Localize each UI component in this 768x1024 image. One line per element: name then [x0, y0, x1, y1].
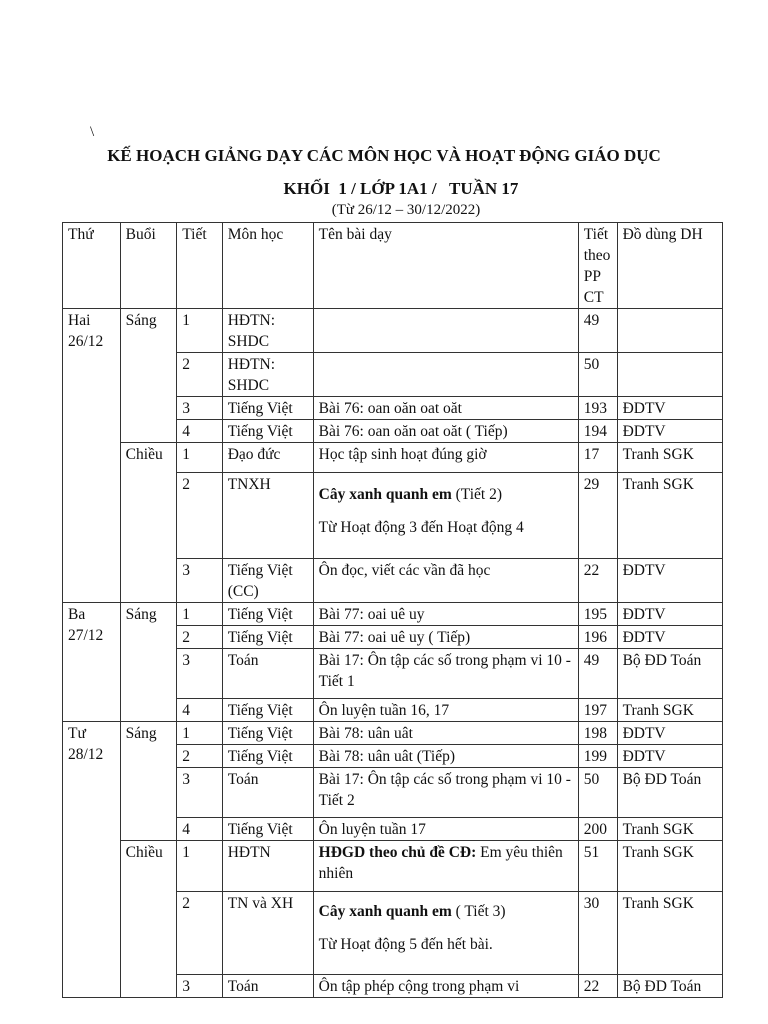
column-header: Tiết theo PP CT: [578, 223, 617, 309]
day-cell: Hai 26/12: [63, 309, 121, 603]
ppct-cell: 195: [578, 603, 617, 626]
subject-cell: Toán: [222, 649, 313, 699]
lesson-cell: Bài 76: oan oăn oat oăt: [313, 397, 578, 420]
period-cell: 4: [177, 818, 222, 841]
teaching-plan-table: [62, 222, 723, 998]
period-cell: 3: [177, 559, 222, 603]
ppct-cell: 51: [578, 841, 617, 892]
day-cell: Tư 28/12: [63, 722, 121, 998]
ppct-cell: 198: [578, 722, 617, 745]
period-cell: 2: [177, 626, 222, 649]
materials-cell: Tranh SGK: [617, 443, 722, 473]
subject-cell: Toán: [222, 768, 313, 818]
materials-cell: Tranh SGK: [617, 818, 722, 841]
lesson-cell: Bài 78: uân uât (Tiếp): [313, 745, 578, 768]
ppct-cell: 194: [578, 420, 617, 443]
lesson-cell: Bài 17: Ôn tập các số trong phạm vi 10 - Tiết 1: [313, 649, 578, 699]
ppct-cell: 29: [578, 473, 617, 559]
column-header: Tiết: [177, 223, 222, 309]
column-header: Môn học: [222, 223, 313, 309]
subject-cell: TNXH: [222, 473, 313, 559]
materials-cell: [617, 309, 722, 353]
ppct-cell: 17: [578, 443, 617, 473]
period-cell: 2: [177, 892, 222, 975]
subject-cell: Tiếng Việt: [222, 626, 313, 649]
lesson-cell: Bài 77: oai uê uy ( Tiếp): [313, 626, 578, 649]
column-header: Đồ dùng DH: [617, 223, 722, 309]
lesson-cell: Ôn tập phép cộng trong phạm vi: [313, 975, 578, 998]
lesson-detail: Từ Hoạt động 3 đến Hoạt động 4: [318, 519, 524, 536]
materials-cell: ĐDTV: [617, 397, 722, 420]
subject-cell: Đạo đức: [222, 443, 313, 473]
session-cell: Chiều: [120, 841, 177, 998]
table-row: [63, 722, 723, 745]
materials-cell: Bộ ĐD Toán: [617, 768, 722, 818]
lesson-cell: Bài 77: oai uê uy: [313, 603, 578, 626]
lesson-cell: [313, 892, 578, 975]
materials-cell: Tranh SGK: [617, 892, 722, 975]
lesson-part: (Tiết 2): [451, 486, 502, 503]
table-row: [63, 309, 723, 353]
subject-cell: Tiếng Việt: [222, 603, 313, 626]
document-title: KẾ HOẠCH GIẢNG DẠY CÁC MÔN HỌC VÀ HOẠT ĐỘNG GIÁO DỤC: [107, 146, 661, 165]
subject-cell: Tiếng Việt (CC): [222, 559, 313, 603]
subject-cell: HĐTN: SHDC: [222, 353, 313, 397]
period-cell: 2: [177, 473, 222, 559]
subject-cell: Tiếng Việt: [222, 420, 313, 443]
column-header: Tên bài dạy: [313, 223, 578, 309]
subject-cell: Tiếng Việt: [222, 745, 313, 768]
subject-cell: Tiếng Việt: [222, 699, 313, 722]
materials-cell: ĐDTV: [617, 626, 722, 649]
lesson-cell: Ôn luyện tuần 16, 17: [313, 699, 578, 722]
ppct-cell: 50: [578, 768, 617, 818]
ppct-cell: 22: [578, 975, 617, 998]
lesson-detail: Từ Hoạt động 5 đến hết bài.: [318, 936, 493, 953]
lesson-cell: [313, 841, 578, 892]
lesson-cell: Bài 17: Ôn tập các số trong phạm vi 10 - Tiết 2: [313, 768, 578, 818]
period-cell: 2: [177, 353, 222, 397]
materials-cell: ĐDTV: [617, 603, 722, 626]
column-header: Thứ: [63, 223, 121, 309]
ppct-cell: 49: [578, 309, 617, 353]
lesson-title: HĐGD theo chủ đề CĐ:: [318, 844, 477, 861]
subject-cell: HĐTN: [222, 841, 313, 892]
period-cell: 1: [177, 841, 222, 892]
lesson-part: Em yêu thiên nhiên: [318, 844, 563, 882]
lesson-title: Cây xanh quanh em: [318, 903, 452, 920]
materials-cell: Tranh SGK: [617, 473, 722, 559]
ppct-cell: 49: [578, 649, 617, 699]
lesson-cell: Bài 78: uân uât: [313, 722, 578, 745]
lesson-cell: [313, 473, 578, 559]
ppct-cell: 197: [578, 699, 617, 722]
lesson-part: ( Tiết 3): [451, 903, 506, 920]
column-header: Buổi: [120, 223, 177, 309]
session-cell: Sáng: [120, 309, 177, 443]
subject-cell: TN và XH: [222, 892, 313, 975]
materials-cell: Bộ ĐD Toán: [617, 975, 722, 998]
lesson-cell: Ôn đọc, viết các vần đã học: [313, 559, 578, 603]
date-range: (Từ 26/12 – 30/12/2022): [331, 202, 481, 218]
period-cell: 3: [177, 397, 222, 420]
table-row: [63, 443, 723, 473]
session-cell: Sáng: [120, 722, 177, 841]
period-cell: 3: [177, 768, 222, 818]
lesson-cell: Học tập sinh hoạt đúng giờ: [313, 443, 578, 473]
materials-cell: ĐDTV: [617, 722, 722, 745]
document-subtitle: KHỐI 1 / LỚP 1A1 / TUẦN 17: [283, 179, 519, 198]
ppct-cell: 200: [578, 818, 617, 841]
ppct-cell: 50: [578, 353, 617, 397]
subject-cell: Tiếng Việt: [222, 722, 313, 745]
subject-cell: Toán: [222, 975, 313, 998]
lesson-title: Cây xanh quanh em: [318, 486, 452, 503]
lesson-cell: Bài 76: oan oăn oat oăt ( Tiếp): [313, 420, 578, 443]
table-row: [63, 603, 723, 626]
ppct-cell: 199: [578, 745, 617, 768]
day-cell: Ba 27/12: [63, 603, 121, 722]
period-cell: 4: [177, 420, 222, 443]
period-cell: 1: [177, 309, 222, 353]
header-row: [63, 223, 723, 309]
materials-cell: [617, 353, 722, 397]
materials-cell: ĐDTV: [617, 745, 722, 768]
subject-cell: Tiếng Việt: [222, 818, 313, 841]
ppct-cell: 193: [578, 397, 617, 420]
materials-cell: ĐDTV: [617, 559, 722, 603]
ppct-cell: 30: [578, 892, 617, 975]
table-row: [63, 841, 723, 892]
lesson-cell: [313, 309, 578, 353]
period-cell: 4: [177, 699, 222, 722]
subject-cell: HĐTN: SHDC: [222, 309, 313, 353]
materials-cell: ĐDTV: [617, 420, 722, 443]
session-cell: Chiều: [120, 443, 177, 603]
lesson-cell: [313, 353, 578, 397]
period-cell: 2: [177, 745, 222, 768]
period-cell: 3: [177, 975, 222, 998]
materials-cell: Tranh SGK: [617, 699, 722, 722]
period-cell: 1: [177, 603, 222, 626]
materials-cell: Tranh SGK: [617, 841, 722, 892]
stray-backslash: \: [90, 124, 95, 140]
session-cell: Sáng: [120, 603, 177, 722]
ppct-cell: 22: [578, 559, 617, 603]
subject-cell: Tiếng Việt: [222, 397, 313, 420]
materials-cell: Bộ ĐD Toán: [617, 649, 722, 699]
period-cell: 1: [177, 722, 222, 745]
period-cell: 3: [177, 649, 222, 699]
ppct-cell: 196: [578, 626, 617, 649]
lesson-cell: Ôn luyện tuần 17: [313, 818, 578, 841]
period-cell: 1: [177, 443, 222, 473]
